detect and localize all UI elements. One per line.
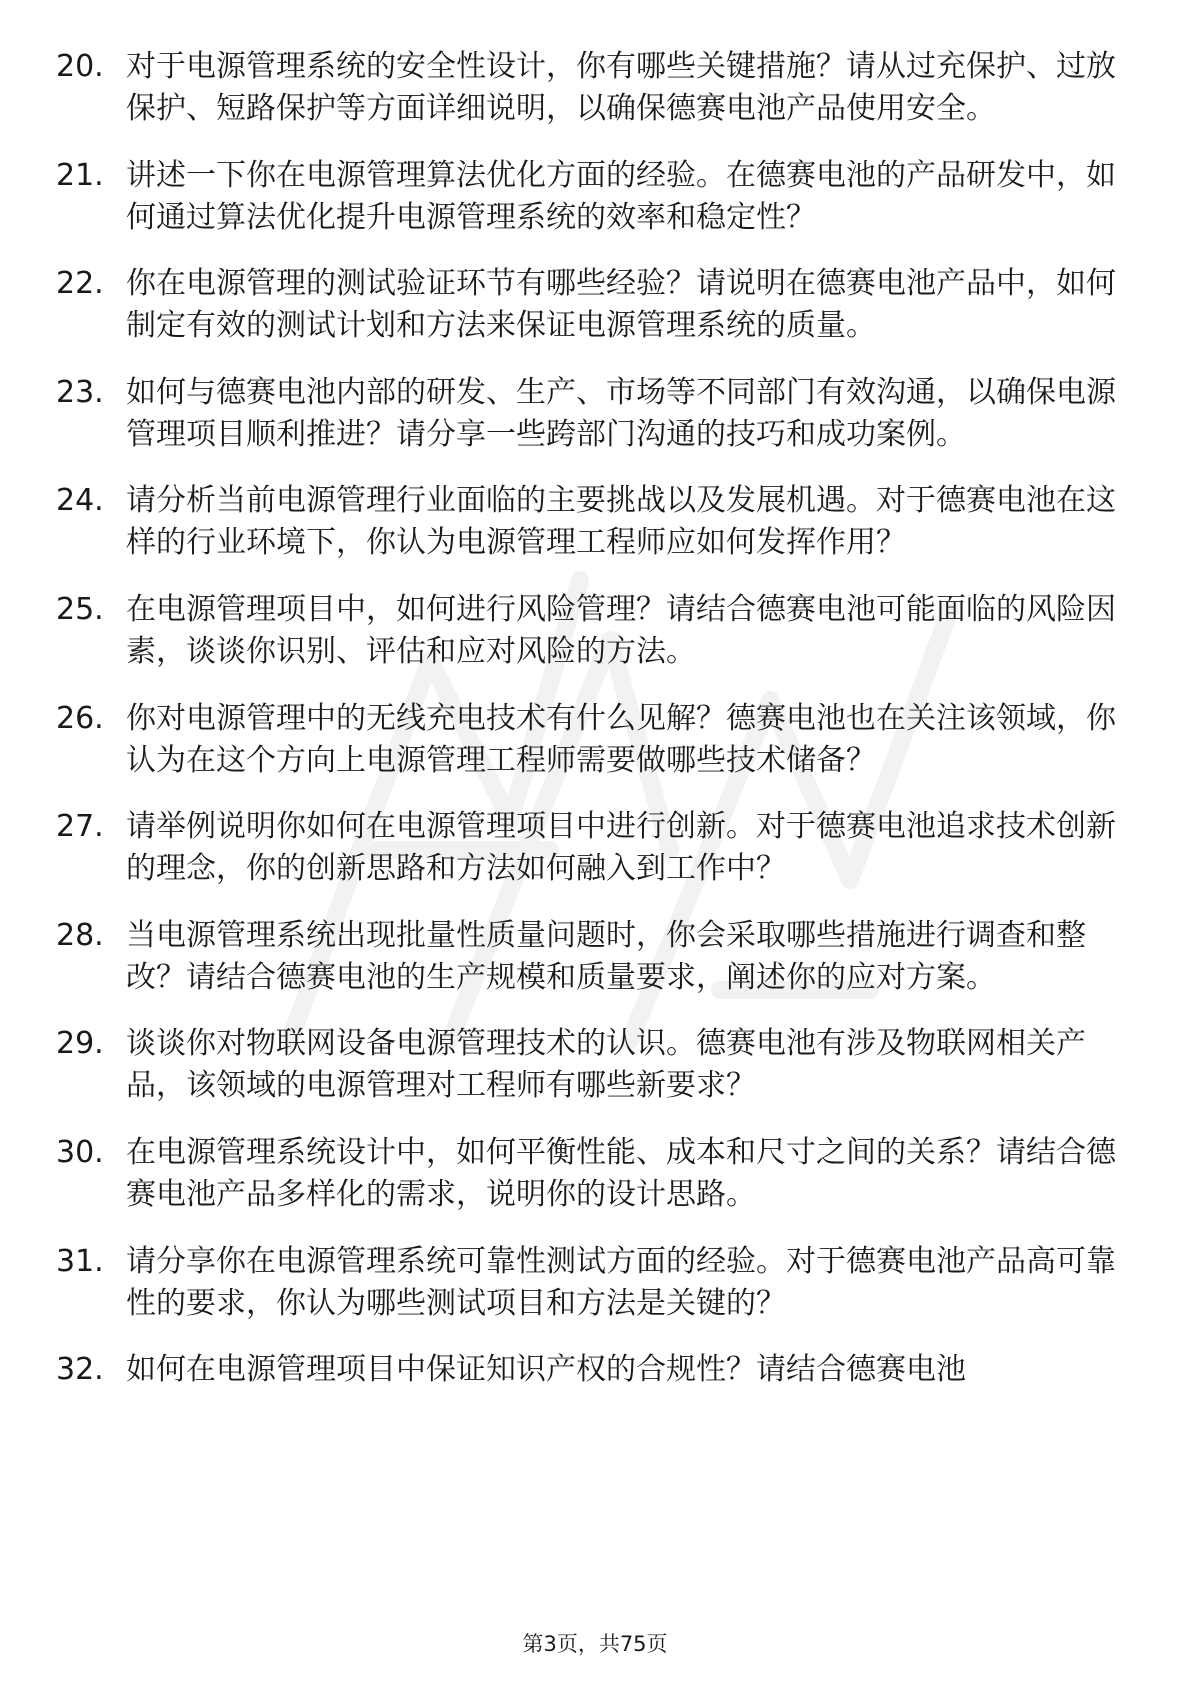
question-number: 21. (56, 157, 104, 193)
question-text: 请举例说明你如何在电源管理项目中进行创新。对于德赛电池追求技术创新的理念，你的创新思路和方法如何融入到工作中？ (126, 809, 1116, 887)
question-text: 你对电源管理中的无线充电技术有什么见解？德赛电池也在关注该领域，你认为在这个方向上电源管理工程师需要做哪些技术储备？ (126, 700, 1116, 778)
question-text: 请分析当前电源管理行业面临的主要挑战以及发展机遇。对于德赛电池在这样的行业环境下，你认为电源管理工程师应如何发挥作用？ (126, 483, 1116, 561)
question-text: 讲述一下你在电源管理算法优化方面的经验。在德赛电池的产品研发中，如何通过算法优化提升电源管理系统的效率和稳定性？ (126, 157, 1116, 235)
question-number: 31. (56, 1243, 104, 1279)
question-number: 24. (56, 483, 104, 519)
question-number: 27. (56, 809, 104, 845)
question-text: 谈谈你对物联网设备电源管理技术的认识。德赛电池有涉及物联网相关产品，该领域的电源管理对工程师有哪些新要求？ (126, 1026, 1086, 1104)
question-item (56, 1349, 1116, 1391)
question-item (56, 589, 1116, 673)
question-number: 23. (56, 374, 104, 410)
question-number: 28. (56, 917, 104, 953)
question-text: 如何与德赛电池内部的研发、生产、市场等不同部门有效沟通，以确保电源管理项目顺利推进？请分享一些跨部门沟通的技巧和成功案例。 (126, 374, 1116, 452)
question-text: 请分享你在电源管理系统可靠性测试方面的经验。对于德赛电池产品高可靠性的要求，你认为哪些测试项目和方法是关键的？ (126, 1243, 1116, 1321)
question-text: 你在电源管理的测试验证环节有哪些经验？请说明在德赛电池产品中，如何制定有效的测试计划和方法来保证电源管理系统的质量。 (126, 266, 1116, 344)
question-text: 当电源管理系统出现批量性质量问题时，你会采取哪些措施进行调查和整改？请结合德赛电池的生产规模和质量要求，阐述你的应对方案。 (126, 917, 1086, 995)
question-text: 在电源管理系统设计中，如何平衡性能、成本和尺寸之间的关系？请结合德赛电池产品多样化的需求，说明你的设计思路。 (126, 1134, 1116, 1212)
page-number-footer: 第3页，共75页 (522, 1632, 668, 1656)
question-item (56, 155, 1116, 239)
question-text: 如何在电源管理项目中保证知识产权的合规性？请结合德赛电池 (126, 1352, 966, 1388)
question-text: 在电源管理项目中，如何进行风险管理？请结合德赛电池可能面临的风险因素，谈谈你识别、评估和应对风险的方法。 (126, 591, 1116, 669)
question-text: 对于电源管理系统的安全性设计，你有哪些关键措施？请从过充保护、过放保护、短路保护等方面详细说明，以确保德赛电池产品使用安全。 (126, 49, 1116, 126)
question-item (56, 806, 1116, 890)
question-number: 26. (56, 700, 104, 736)
question-item (56, 1132, 1116, 1216)
question-item (56, 1023, 1116, 1107)
question-number: 30. (56, 1134, 104, 1170)
question-item (56, 480, 1116, 564)
question-number: 29. (56, 1026, 104, 1062)
question-number: 20. (56, 49, 104, 84)
question-number: 25. (56, 591, 104, 627)
question-item (56, 698, 1116, 782)
question-item (56, 46, 1116, 130)
question-item (56, 372, 1116, 456)
question-number: 32. (56, 1352, 104, 1388)
question-item (56, 1241, 1116, 1325)
question-item (56, 263, 1116, 347)
question-number: 22. (56, 266, 104, 302)
question-item (56, 915, 1116, 999)
question-list (56, 46, 1116, 1416)
